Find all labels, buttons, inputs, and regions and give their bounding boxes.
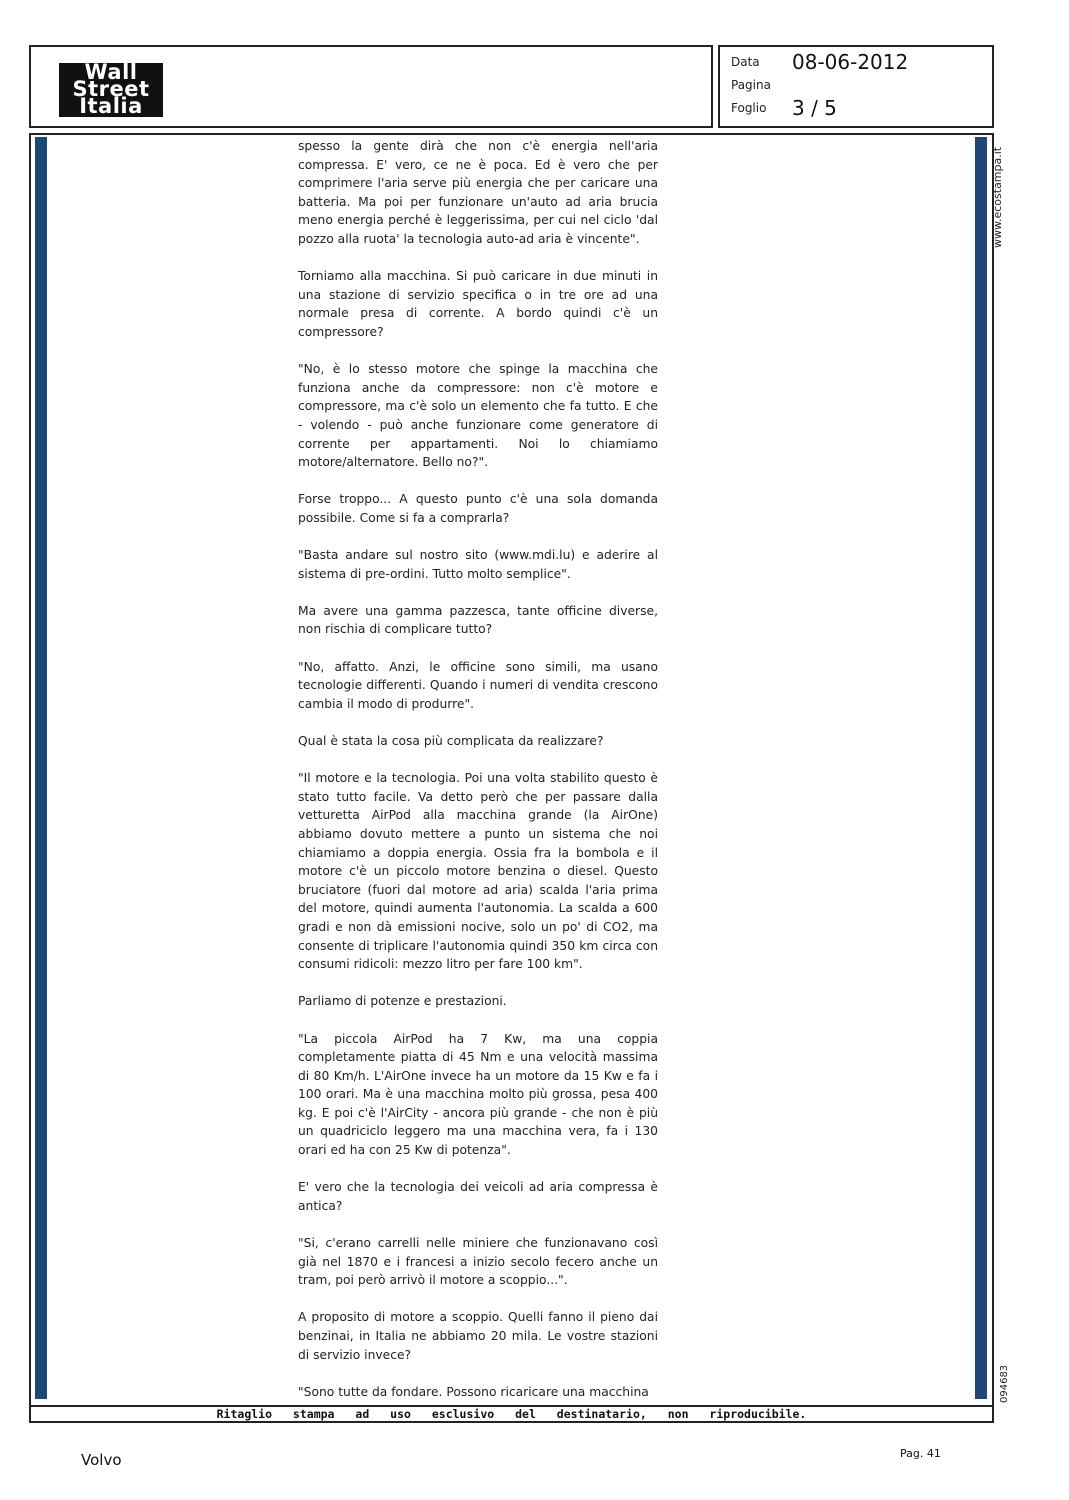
article-paragraph: Parliamo di potenze e prestazioni. — [298, 994, 507, 1009]
foglio-value: 3 / 5 — [792, 96, 837, 120]
article-paragraph: Torniamo alla macchina. Si può caricare in due minuti in una stazione di servizio specifica o in tre ore ad una normale presa di corrente. A bordo quindi c'è un compressore? — [298, 269, 658, 339]
article-paragraph: Ma avere una gamma pazzesca, tante officine diverse, non rischia di complicare tutto? — [298, 603, 658, 637]
article-paragraph: "No, è lo stesso motore che spinge la macchina che funziona anche da compressore: non c'è motore e compressore, ma c'è solo un elemento che fa tutto. E che - volendo - può anche funzionare come generatore di corrente per appartamenti. Noi lo chiamiamo motore/alternatore. Bello no?". — [298, 362, 658, 470]
logo-word-2: Street — [72, 77, 150, 101]
header-meta-box — [718, 45, 994, 128]
wall-street-italia-logo — [59, 60, 163, 118]
article-paragraph: Forse troppo... A questo punto c'è una sola domanda possibile. Come si fa a comprarla? — [298, 492, 658, 525]
article-paragraph: E' vero che la tecnologia dei veicoli ad aria compressa è antica? — [298, 1180, 658, 1213]
page-number: Pag. 41 — [900, 1447, 941, 1460]
article-paragraph: "Si, c'erano carrelli nelle miniere che funzionavano così già nel 1870 e i francesi a inizio secolo fecero anche un tram, poi però arrivò il motore a scoppio...". — [298, 1236, 658, 1288]
foglio-label: Foglio — [731, 101, 767, 115]
header-logo-box — [29, 45, 713, 128]
data-label: Data — [731, 55, 760, 69]
article-paragraph: "No, affatto. Anzi, le officine sono simili, ma usano tecnologie differenti. Quando i numeri di vendita crescono cambia il modo di produrre". — [298, 659, 658, 711]
data-value: 08-06-2012 — [792, 50, 909, 74]
right-blue-bar — [975, 137, 987, 1399]
article-paragraph: "Sono tutte da fondare. Possono ricaricare una macchina — [298, 1384, 649, 1399]
logo-word-1: Wall — [84, 60, 138, 84]
article-paragraph: "Il motore e la tecnologia. Poi una volta stabilito questo è stato tutto facile. Va detto però che per passare dalla vetturetta AirPod alla macchina grande (la AirOne) abbiamo dovuto mettere a punto un sistema che noi chiamiamo a doppia energia. Ossia fra la bombola e il motore c'è un piccolo motore benzina o diesel. Questo bruciatore (fuori dal motore ad aria) scalda l'aria prima del motore, quindi aumenta l'autonomia. La scalda a 600 gradi e non dà emissioni nocive, solo un po' di CO2, ma consente di triplicare l'autonomia quindi 350 km circa con consumi ridicoli: mezzo litro per fare 100 km". — [298, 771, 658, 972]
client-name: Volvo — [81, 1451, 122, 1469]
article-paragraph: "La piccola AirPod ha 7 Kw, ma una coppia completamente piatta di 45 Nm e una velocità massima di 80 Km/h. L'AirOne invece ha un motore da 15 Kw e fa i 100 orari. Ma è una macchina molto più grossa, pesa 400 kg. E poi c'è l'AirCity - ancora più grande - che non è più un quadriciclo leggero ma una macchina vera, fa i 130 orari ed ha con 25 Kw di potenza". — [298, 1031, 658, 1158]
reproduction-notice: Ritaglio stampa ad uso esclusivo del destinatario, non riproducibile. — [216, 1407, 807, 1421]
clipping-code: 094683 — [999, 1364, 1010, 1403]
article-paragraph: A proposito di motore a scoppio. Quelli fanno il pieno dai benzinai, in Italia ne abbiamo 20 mila. Le vostre stazioni di servizio invece? — [298, 1310, 658, 1362]
article-body — [298, 137, 658, 1420]
article-paragraph: spesso la gente dirà che non c'è energia nell'aria compressa. E' vero, ce ne è poca. Ed è vero che per comprimere l'aria serve più energia che per caricare una batteria. Ma poi per funzionare un'auto ad aria brucia meno energia perché è leggerissima, per cui nel ciclo 'dal pozzo alla ruota' la tecnologia auto-ad aria è vincente". — [298, 139, 658, 246]
pagina-label: Pagina — [731, 78, 771, 92]
article-paragraph: Qual è stata la cosa più complicata da realizzare? — [298, 734, 604, 748]
ecostampa-url: www.ecostampa.it — [991, 146, 1004, 248]
left-blue-bar — [35, 137, 47, 1399]
article-paragraph: "Basta andare sul nostro sito (www.mdi.lu) e aderire al sistema di pre-ordini. Tutto molto semplice". — [298, 548, 658, 581]
logo-word-3: Italia — [79, 94, 143, 118]
